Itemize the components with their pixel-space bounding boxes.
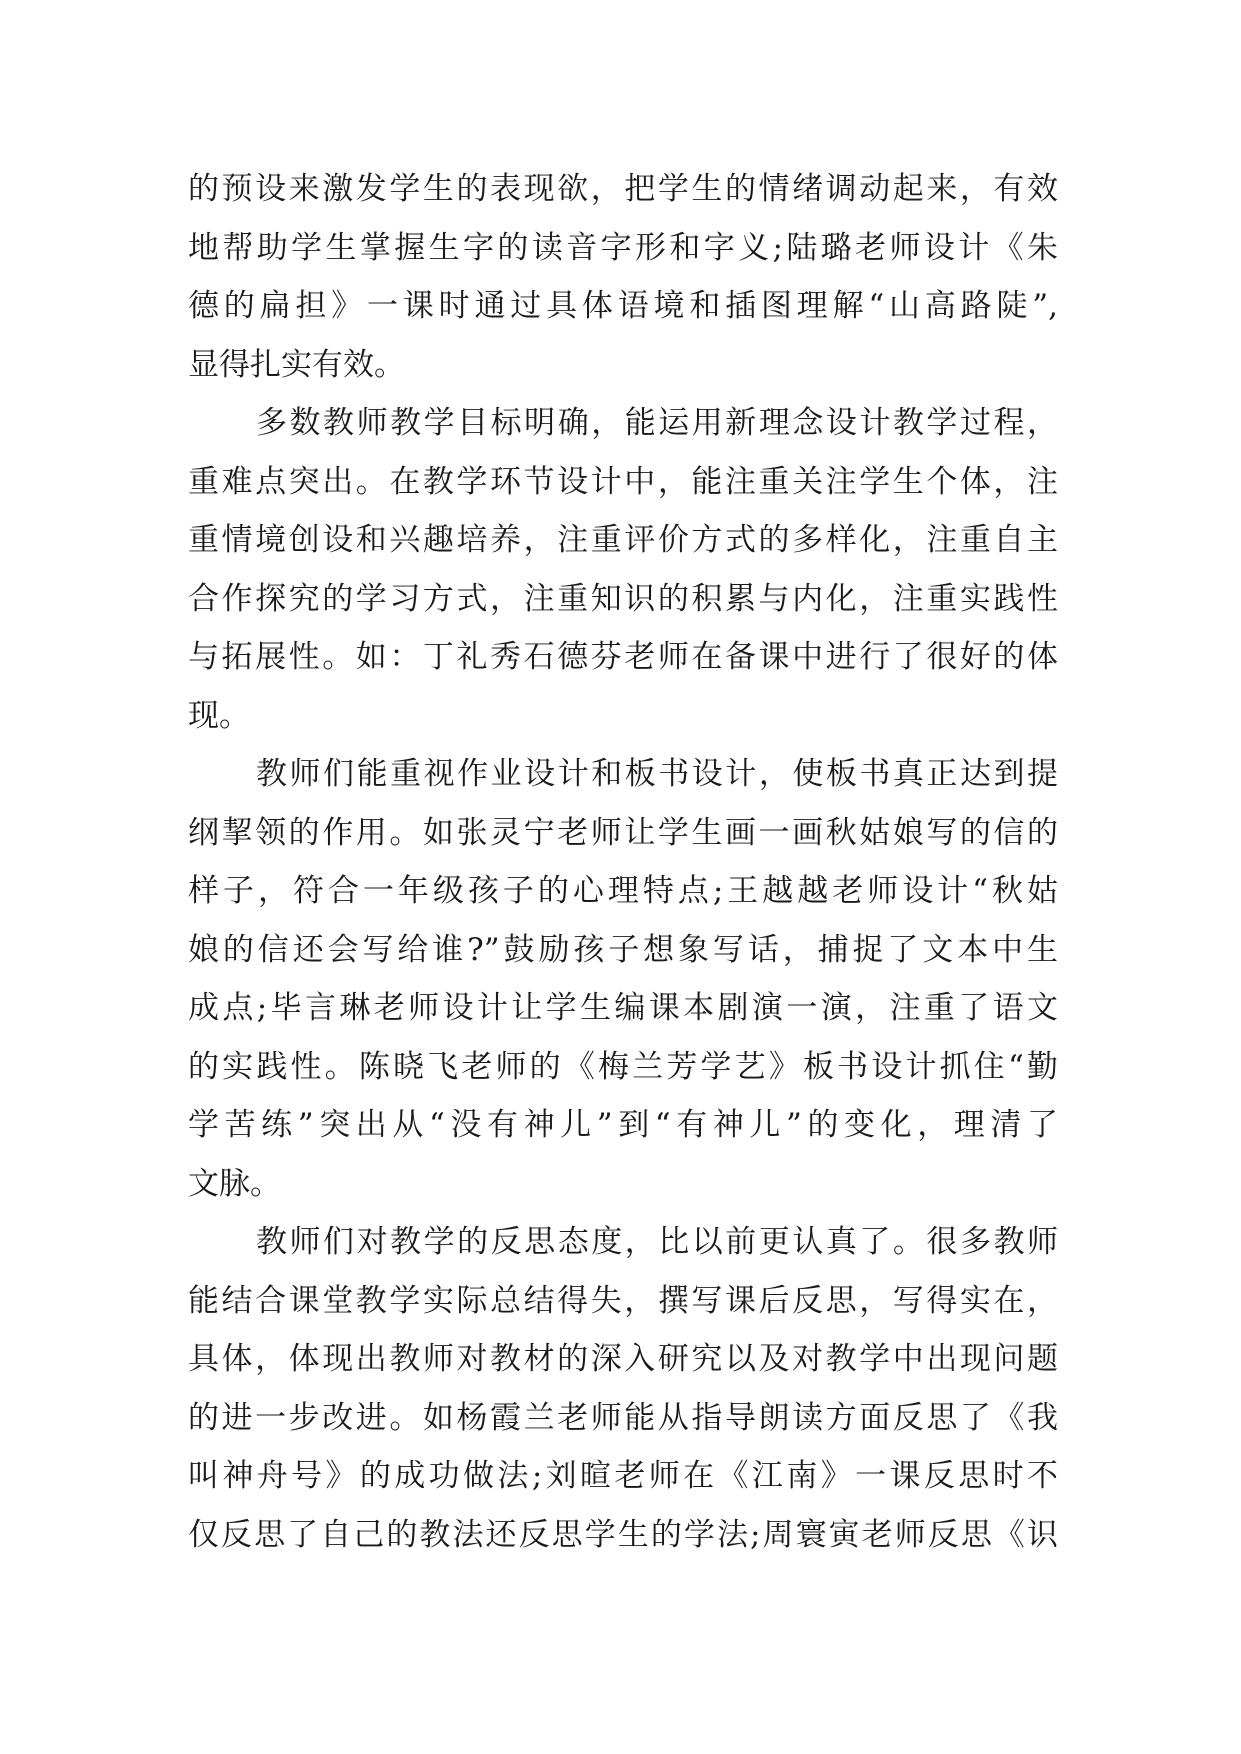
text-line: 重情境创设和兴趣培养，注重评价方式的多样化，注重自主: [188, 522, 1058, 558]
text-line: 地帮助学生掌握生字的读音字形和字义;陆璐老师设计《朱: [188, 229, 1058, 266]
paragraph: [188, 394, 1058, 745]
text-line: 仅反思了自己的教法还反思学生的学法;周寰寅老师反思《识: [188, 1516, 1058, 1553]
document-body: [188, 160, 1058, 1564]
text-line: 的进一步改进。如杨霞兰老师能从指导朗读方面反思了《我: [188, 1399, 1058, 1436]
text-line: 具体，体现出教师对教材的深入研究以及对教学中出现问题: [188, 1341, 1058, 1377]
text-line: 的实践性。陈晓飞老师的《梅兰芳学艺》板书设计抓住“勤: [188, 1048, 1058, 1085]
text-line: 合作探究的学习方式，注重知识的积累与内化，注重实践性: [188, 580, 1058, 617]
text-line: 现。: [188, 697, 250, 734]
text-line: 的预设来激发学生的表现欲，把学生的情绪调动起来，有效: [188, 171, 1058, 207]
text-line: 叫神舟号》的成功做法;刘暄老师在《江南》一课反思时不: [188, 1458, 1058, 1494]
text-line: 文脉。: [188, 1165, 281, 1202]
text-line: 教师们能重视作业设计和板书设计，使板书真正达到提: [256, 756, 1058, 792]
paragraph: [188, 1213, 1058, 1564]
text-line: 多数教师教学目标明确，能运用新理念设计教学过程，: [256, 405, 1058, 441]
text-line: 与拓展性。如：丁礼秀石德芬老师在备课中进行了很好的体: [188, 639, 1058, 675]
text-line: 娘的信还会写给谁?”鼓励孩子想象写话，捕捉了文本中生: [188, 931, 1058, 968]
paragraph: [188, 745, 1058, 1213]
text-line: 显得扎实有效。: [188, 346, 405, 383]
text-line: 学苦练”突出从“没有神儿”到“有神儿”的变化，理清了: [188, 1107, 1058, 1143]
paragraph: [188, 160, 1058, 394]
text-line: 成点;毕言琳老师设计让学生编课本剧演一演，注重了语文: [188, 990, 1058, 1026]
text-line: 样子，符合一年级孩子的心理特点;王越越老师设计“秋姑: [188, 873, 1058, 909]
text-line: 教师们对教学的反思态度，比以前更认真了。很多教师: [256, 1224, 1058, 1260]
text-line: 德的扁担》一课时通过具体语境和插图理解“山高路陡”,: [188, 288, 1058, 324]
text-line: 重难点突出。在教学环节设计中，能注重关注学生个体，注: [188, 463, 1058, 500]
text-line: 能结合课堂教学实际总结得失，撰写课后反思，写得实在，: [188, 1282, 1058, 1319]
text-line: 纲挈领的作用。如张灵宁老师让学生画一画秋姑娘写的信的: [188, 814, 1058, 851]
